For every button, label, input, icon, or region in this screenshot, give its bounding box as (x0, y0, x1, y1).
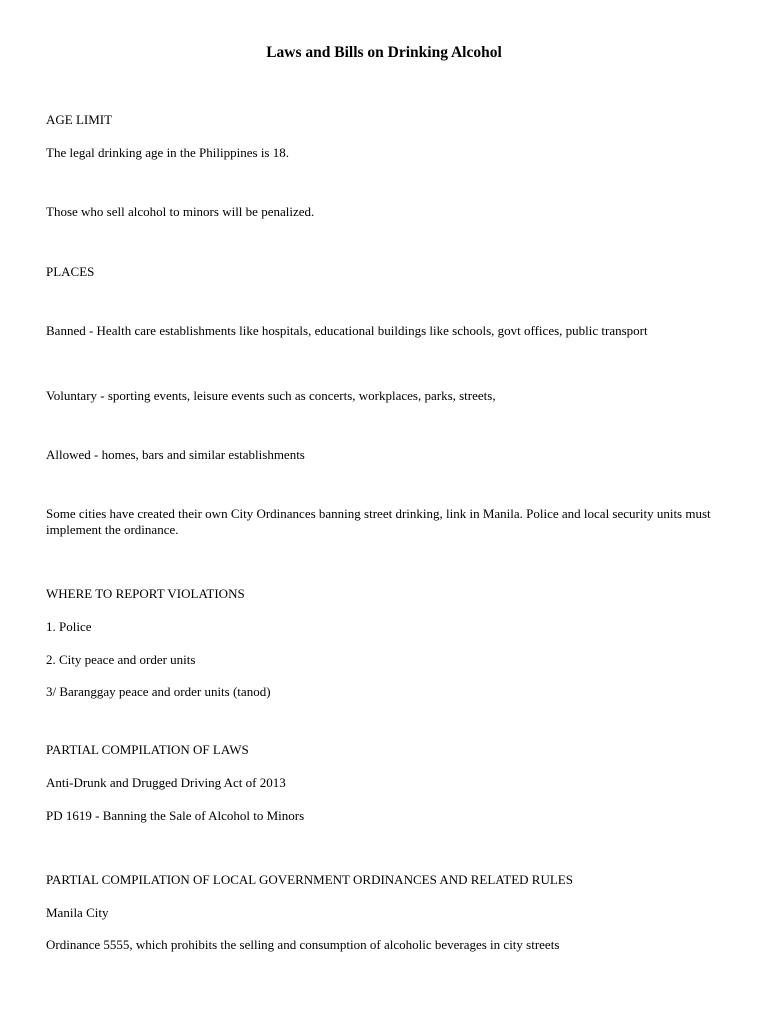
age-limit-paragraph-1: The legal drinking age in the Philippines is 18. (46, 145, 289, 160)
places-heading: PLACES (46, 264, 95, 279)
places-ordinances-paragraph: Some cities have created their own City Ordinances banning street drinking, link in Manila. Police and local security units must implement the ordinance. (46, 506, 711, 537)
laws-item: PD 1619 - Banning the Sale of Alcohol to Minors (46, 808, 305, 823)
ordinances-heading: PARTIAL COMPILATION OF LOCAL GOVERNMENT ORDINANCES AND RELATED RULES (46, 872, 573, 887)
places-banned: Banned - Health care establishments like hospitals, educational buildings like schools, govt offices, public transport (46, 323, 648, 338)
age-limit-paragraph-2: Those who sell alcohol to minors will be penalized. (46, 204, 315, 219)
places-allowed: Allowed - homes, bars and similar establishments (46, 447, 305, 462)
age-limit-heading: AGE LIMIT (46, 112, 113, 127)
laws-heading: PARTIAL COMPILATION OF LAWS (46, 742, 249, 757)
report-item: 1. Police (46, 619, 92, 634)
ordinances-item: Ordinance 5555, which prohibits the selling and consumption of alcoholic beverages in city streets (46, 937, 560, 952)
places-voluntary: Voluntary - sporting events, leisure events such as concerts, workplaces, parks, streets, (46, 388, 496, 403)
report-item: 3/ Baranggay peace and order units (tanod) (46, 684, 271, 699)
document-title: Laws and Bills on Drinking Alcohol (266, 44, 502, 61)
report-item: 2. City peace and order units (46, 652, 196, 667)
laws-item: Anti-Drunk and Drugged Driving Act of 2013 (46, 775, 286, 790)
ordinances-city: Manila City (46, 905, 109, 920)
report-heading: WHERE TO REPORT VIOLATIONS (46, 586, 245, 601)
